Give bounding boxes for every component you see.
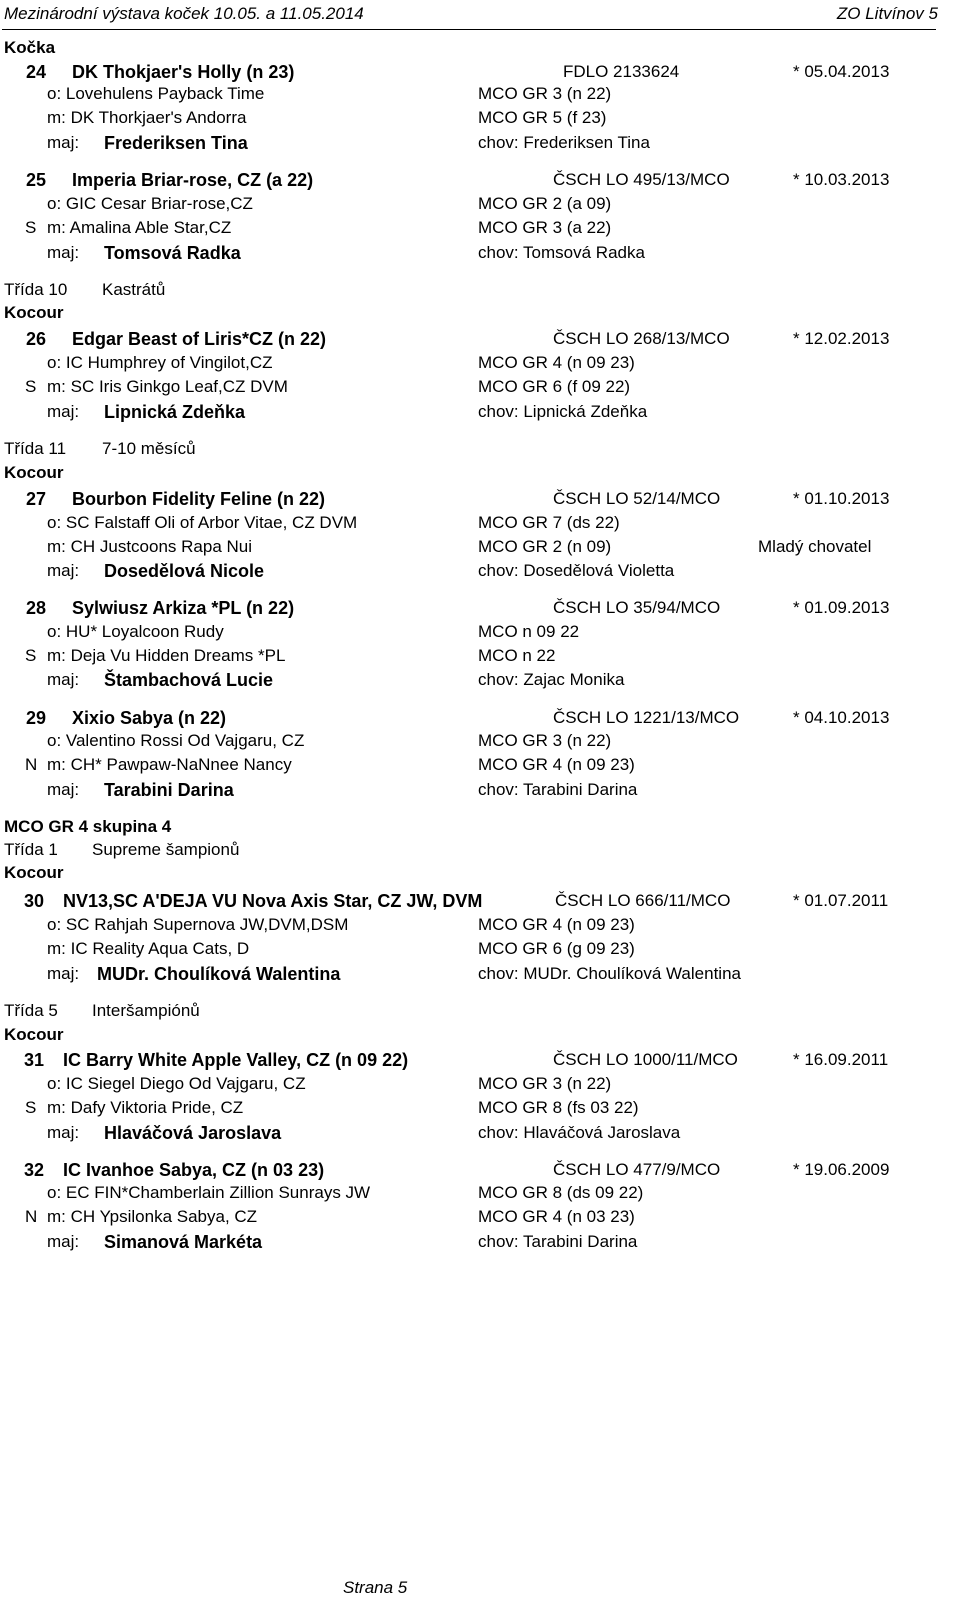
- catalogue-line: MCO GR 2 (n 09): [478, 537, 612, 556]
- catalogue-line: maj:: [47, 1232, 80, 1251]
- catalogue-line: m: DK Thorkjaer's Andorra: [47, 108, 247, 127]
- catalogue-line: 24: [26, 62, 47, 82]
- catalogue-line: o: Lovehulens Payback Time: [47, 84, 265, 103]
- catalogue-line: chov: Tarabini Darina: [478, 1232, 638, 1251]
- catalogue-line: maj:: [47, 780, 80, 799]
- catalogue-line: m: Amalina Able Star,CZ: [47, 218, 232, 237]
- catalogue-line: * 12.02.2013: [793, 329, 890, 348]
- catalogue-line: Tarabini Darina: [104, 780, 234, 800]
- catalogue-line: 29: [26, 708, 47, 728]
- catalogue-line: Lipnická Zdeňka: [104, 402, 246, 422]
- catalogue-line: m: Dafy Viktoria Pride, CZ: [47, 1098, 244, 1117]
- catalogue-line: NV13,SC A'DEJA VU Nova Axis Star, CZ JW, DVM: [63, 891, 483, 911]
- header-rule: [2, 29, 936, 30]
- catalogue-line: m: Deja Vu Hidden Dreams *PL: [47, 646, 286, 665]
- catalogue-line: maj:: [47, 243, 80, 262]
- catalogue-line: N: [25, 755, 38, 774]
- catalogue-line: Třída 5: [4, 1001, 58, 1020]
- catalogue-line: Kocour: [4, 463, 64, 482]
- catalogue-line: Tomsová Radka: [104, 243, 241, 263]
- catalogue-line: Třída 10: [4, 280, 68, 299]
- catalogue-line: ČSCH LO 666/11/MCO: [555, 891, 731, 910]
- catalogue-line: 32: [24, 1160, 45, 1180]
- catalogue-line: IC Ivanhoe Sabya, CZ (n 03 23): [63, 1160, 325, 1180]
- catalogue-line: S: [25, 218, 37, 237]
- catalogue-line: o: EC FIN*Chamberlain Zillion Sunrays JW: [47, 1183, 371, 1202]
- catalogue-line: Interšampiónů: [92, 1001, 200, 1020]
- catalogue-line: Kocour: [4, 303, 64, 322]
- catalogue-line: m: CH* Pawpaw-NaNnee Nancy: [47, 755, 292, 774]
- catalogue-line: MCO GR 4 skupina 4: [4, 817, 172, 836]
- catalogue-line: Kocour: [4, 1025, 64, 1044]
- catalogue-line: chov: Lipnická Zdeňka: [478, 402, 648, 421]
- catalogue-line: o: SC Rahjah Supernova JW,DVM,DSM: [47, 915, 349, 934]
- catalogue-line: MCO GR 4 (n 09 23): [478, 353, 635, 372]
- catalogue-line: MCO GR 8 (ds 09 22): [478, 1183, 644, 1202]
- catalogue-line: MCO GR 4 (n 09 23): [478, 915, 635, 934]
- catalogue-line: S: [25, 377, 37, 396]
- catalogue-line: chov: Hlaváčová Jaroslava: [478, 1123, 681, 1142]
- catalogue-line: Supreme šampionů: [92, 840, 240, 859]
- header-title: Mezinárodní výstava koček 10.05. a 11.05.2014: [4, 4, 364, 23]
- catalogue-line: chov: Frederiksen Tina: [478, 133, 650, 152]
- catalogue-line: * 19.06.2009: [793, 1160, 890, 1179]
- catalogue-line: 28: [26, 598, 47, 618]
- catalogue-line: MCO GR 3 (n 22): [478, 731, 612, 750]
- catalogue-line: chov: Zajac Monika: [478, 670, 625, 689]
- catalogue-line: 31: [24, 1050, 45, 1070]
- catalogue-line: MCO GR 4 (n 03 23): [478, 1207, 635, 1226]
- catalogue-line: o: IC Siegel Diego Od Vajgaru, CZ: [47, 1074, 306, 1093]
- catalogue-line: chov: MUDr. Choulíková Walentina: [478, 964, 741, 983]
- catalogue-line: ČSCH LO 477/9/MCO: [553, 1160, 721, 1179]
- catalogue-line: Xixio Sabya (n 22): [72, 708, 227, 728]
- catalogue-line: N: [25, 1207, 38, 1226]
- catalogue-line: Třída 11: [4, 439, 67, 458]
- catalogue-line: S: [25, 1098, 37, 1117]
- catalogue-line: ČSCH LO 268/13/MCO: [553, 329, 730, 348]
- catalogue-line: Bourbon Fidelity Feline (n 22): [72, 489, 326, 509]
- catalogue-line: maj:: [47, 133, 80, 152]
- catalogue-line: MCO GR 2 (a 09): [478, 194, 612, 213]
- catalogue-line: DK Thokjaer's Holly (n 23): [72, 62, 295, 82]
- catalogue-line: Frederiksen Tina: [104, 133, 248, 153]
- catalogue-line: Simanová Markéta: [104, 1232, 263, 1252]
- catalogue-line: Edgar Beast of Liris*CZ (n 22): [72, 329, 327, 349]
- catalogue-line: o: HU* Loyalcoon Rudy: [47, 622, 224, 641]
- catalogue-line: MCO n 22: [478, 646, 556, 665]
- catalogue-line: MCO GR 4 (n 09 23): [478, 755, 635, 774]
- catalogue-line: Sylwiusz Arkiza *PL (n 22): [72, 598, 295, 618]
- catalogue-line: 25: [26, 170, 47, 190]
- catalogue-line: o: GIC Cesar Briar-rose,CZ: [47, 194, 253, 213]
- catalogue-line: m: IC Reality Aqua Cats, D: [47, 939, 250, 958]
- catalogue-line: chov: Dosedělová Violetta: [478, 561, 675, 580]
- catalogue-line: Hlaváčová Jaroslava: [104, 1123, 282, 1143]
- catalogue-line: IC Barry White Apple Valley, CZ (n 09 22): [63, 1050, 409, 1070]
- catalogue-line: ČSCH LO 52/14/MCO: [553, 489, 721, 508]
- catalogue-line: Třída 1: [4, 840, 58, 859]
- catalogue-line: * 05.04.2013: [793, 62, 890, 81]
- catalogue-line: * 01.07.2011: [793, 891, 889, 910]
- catalogue-line: Kastrátů: [102, 280, 166, 299]
- catalogue-line: 26: [26, 329, 47, 349]
- catalogue-line: FDLO 2133624: [563, 62, 680, 81]
- catalogue-line: * 01.09.2013: [793, 598, 890, 617]
- catalogue-line: m: CH Ypsilonka Sabya, CZ: [47, 1207, 258, 1226]
- catalogue-line: MUDr. Choulíková Walentina: [97, 964, 341, 984]
- catalogue-line: o: IC Humphrey of Vingilot,CZ: [47, 353, 273, 372]
- header-organizer: ZO Litvínov 5: [836, 4, 938, 23]
- catalogue-line: 7-10 měsíců: [102, 439, 196, 458]
- catalogue-line: ČSCH LO 1000/11/MCO: [553, 1050, 738, 1069]
- catalogue-line: m: SC Iris Ginkgo Leaf,CZ DVM: [47, 377, 288, 396]
- catalogue-line: chov: Tomsová Radka: [478, 243, 645, 262]
- catalogue-line: MCO GR 3 (n 22): [478, 1074, 612, 1093]
- catalogue-line: maj:: [47, 402, 80, 421]
- catalogue-line: maj:: [47, 670, 80, 689]
- catalogue-line: MCO GR 3 (a 22): [478, 218, 612, 237]
- catalogue-line: m: CH Justcoons Rapa Nui: [47, 537, 253, 556]
- catalogue-line: MCO GR 3 (n 22): [478, 84, 612, 103]
- catalogue-line: 27: [26, 489, 47, 509]
- catalogue-line: maj:: [47, 964, 80, 983]
- catalogue-line: o: Valentino Rossi Od Vajgaru, CZ: [47, 731, 305, 750]
- catalogue-line: MCO n 09 22: [478, 622, 580, 641]
- catalogue-line: Imperia Briar-rose, CZ (a 22): [72, 170, 314, 190]
- catalogue-line: Dosedělová Nicole: [104, 561, 265, 581]
- catalogue-line: MCO GR 6 (f 09 22): [478, 377, 631, 396]
- catalogue-line: Kocour: [4, 863, 64, 882]
- catalogue-line: MCO GR 8 (fs 03 22): [478, 1098, 639, 1117]
- catalogue-line: ČSCH LO 35/94/MCO: [553, 598, 721, 617]
- catalogue-line: S: [25, 646, 37, 665]
- catalogue-line: * 04.10.2013: [793, 708, 890, 727]
- catalogue-line: * 10.03.2013: [793, 170, 890, 189]
- catalogue-line: ČSCH LO 1221/13/MCO: [553, 708, 740, 727]
- catalogue-line: MCO GR 5 (f 23): [478, 108, 607, 127]
- catalogue-line: 30: [24, 891, 45, 911]
- catalogue-line: * 01.10.2013: [793, 489, 890, 508]
- catalogue-line: Kočka: [4, 38, 56, 57]
- catalogue-line: o: SC Falstaff Oli of Arbor Vitae, CZ DVM: [47, 513, 358, 532]
- catalogue-line: ČSCH LO 495/13/MCO: [553, 170, 730, 189]
- catalogue-line: maj:: [47, 1123, 80, 1142]
- catalogue-line: maj:: [47, 561, 80, 580]
- catalogue-line: * 16.09.2011: [793, 1050, 889, 1069]
- catalogue-line: MCO GR 6 (g 09 23): [478, 939, 635, 958]
- page-number: Strana 5: [343, 1578, 408, 1597]
- catalogue-line: Mladý chovatel: [758, 537, 872, 556]
- catalogue-line: MCO GR 7 (ds 22): [478, 513, 620, 532]
- catalogue-line: Štambachová Lucie: [104, 670, 274, 690]
- catalogue-line: chov: Tarabini Darina: [478, 780, 638, 799]
